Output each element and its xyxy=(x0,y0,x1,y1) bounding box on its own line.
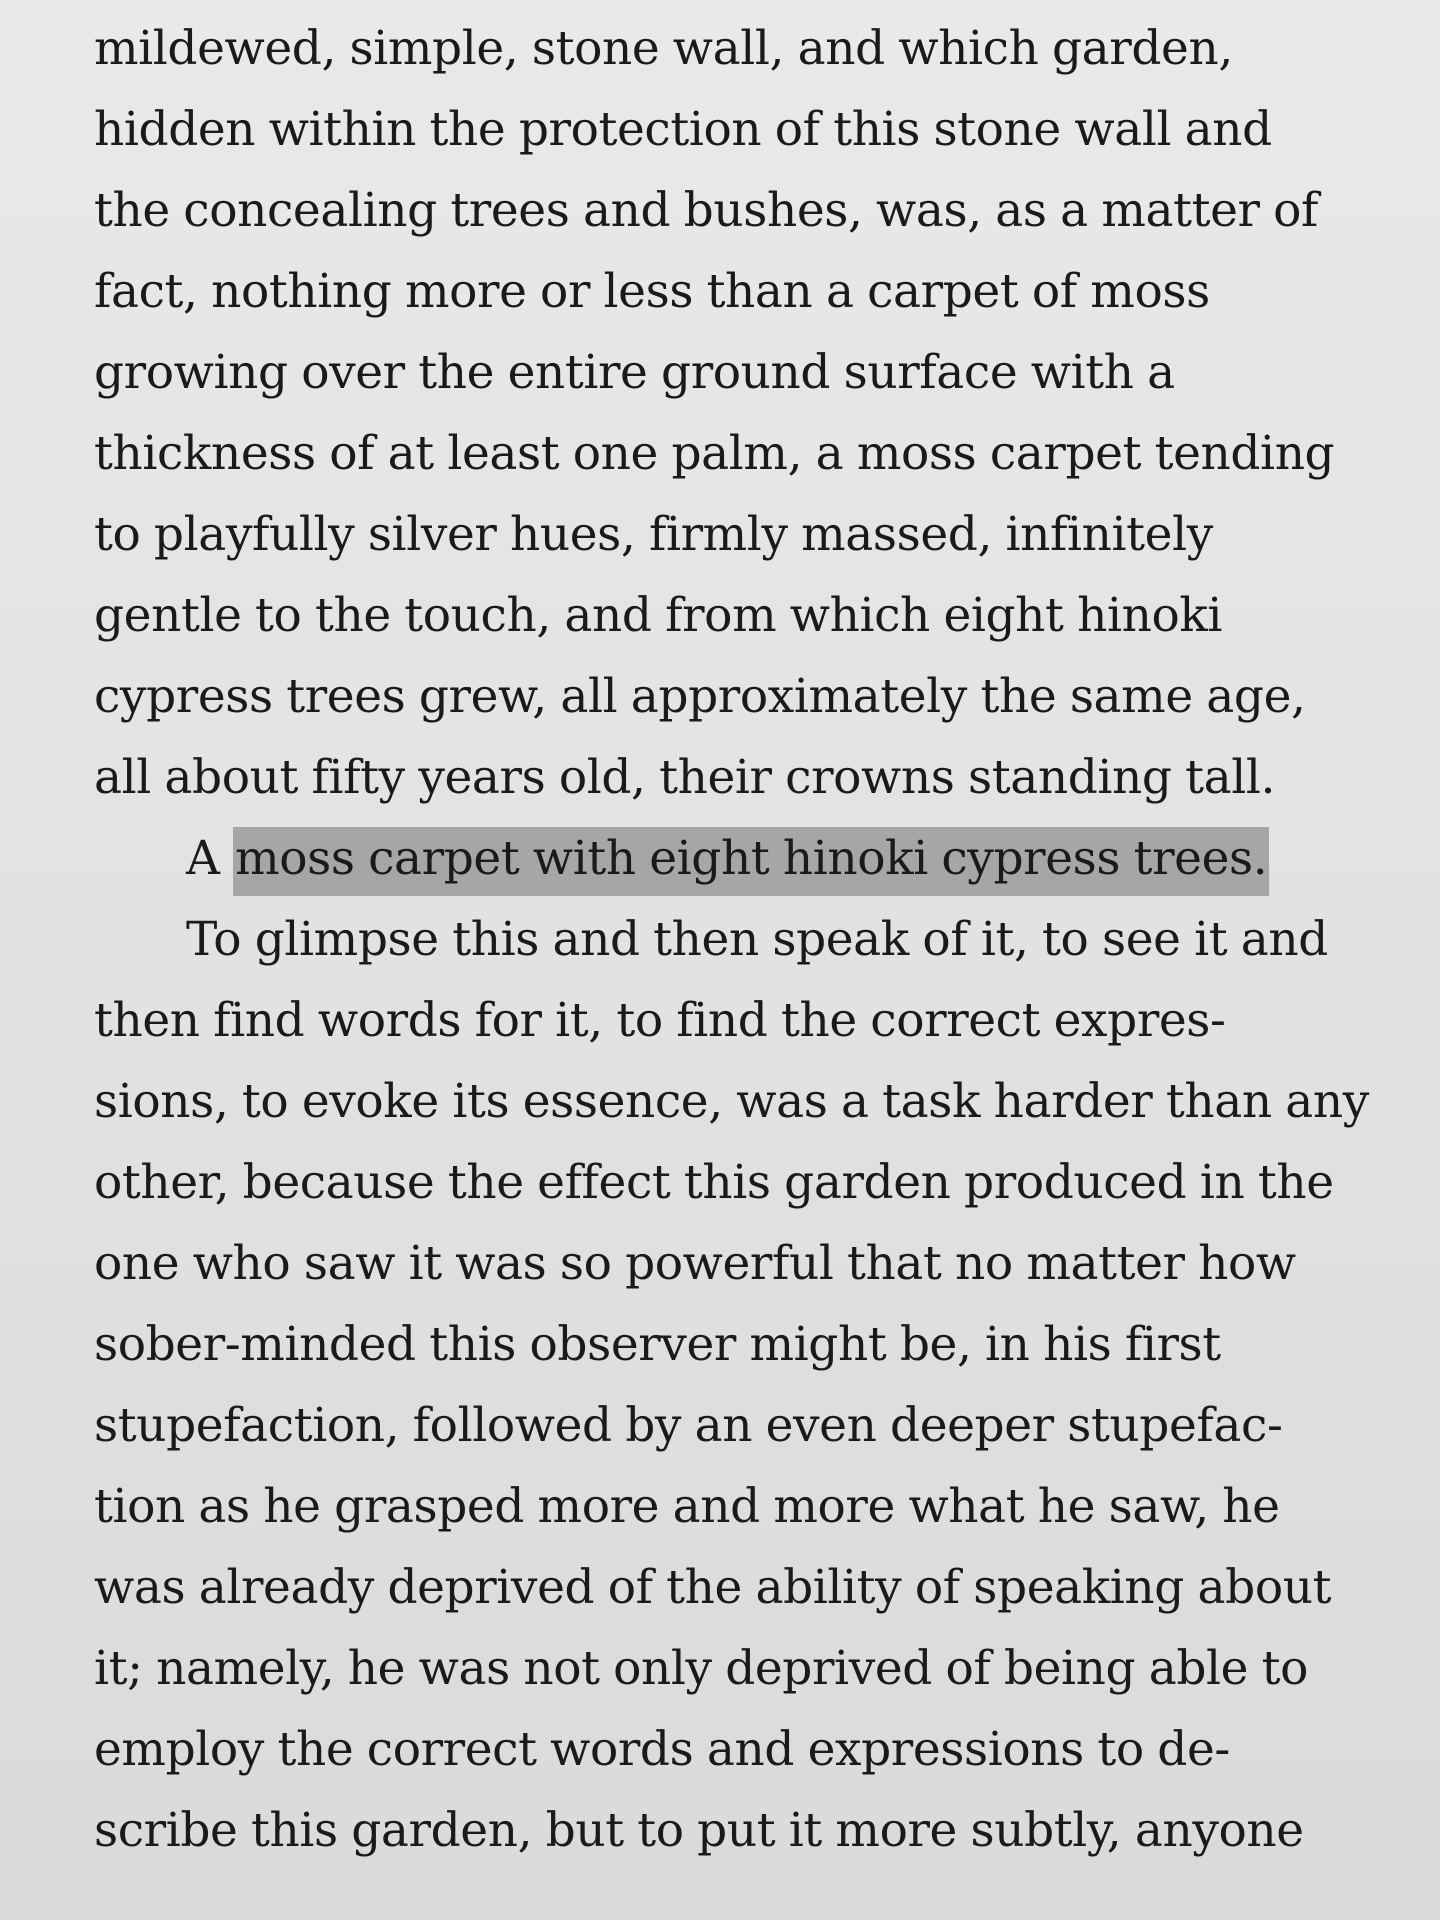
text-line-2: hidden within the protection of this stone wall and xyxy=(94,102,1272,157)
paragraph-line-4: other, because the effect this garden produced in the xyxy=(94,1155,1334,1210)
paragraph-line-12: scribe this garden, but to put it more subtly, anyone xyxy=(94,1803,1304,1858)
text-line-5: growing over the entire ground surface with a xyxy=(94,345,1175,400)
paragraph-line-1: To glimpse this and then speak of it, to see it and xyxy=(186,912,1328,967)
text-line-6: thickness of at least one palm, a moss carpet tending xyxy=(94,426,1335,481)
text-line-10: all about fifty years old, their crowns standing tall. xyxy=(94,750,1276,805)
paragraph-line-7: stupefaction, followed by an even deeper stupefac- xyxy=(94,1398,1283,1453)
text-line-3: the concealing trees and bushes, was, as a matter of xyxy=(94,183,1319,238)
paragraph-line-3: sions, to evoke its essence, was a task harder than any xyxy=(94,1074,1369,1129)
text-line-4: fact, nothing more or less than a carpet of moss xyxy=(94,264,1210,319)
highlighted-passage: moss carpet with eight hinoki cypress trees. xyxy=(233,827,1269,896)
short-paragraph-lead: A xyxy=(186,831,234,886)
text-line-9: cypress trees grew, all approximately the same age, xyxy=(94,669,1306,724)
paragraph-line-6: sober-minded this observer might be, in his first xyxy=(94,1317,1221,1372)
text-line-1: mildewed, simple, stone wall, and which garden, xyxy=(94,21,1233,76)
paragraph-line-8: tion as he grasped more and more what he saw, he xyxy=(94,1479,1280,1534)
paragraph-line-2: then find words for it, to find the correct expres- xyxy=(94,993,1226,1048)
paragraph-line-9: was already deprived of the ability of speaking about xyxy=(94,1560,1332,1615)
paragraph-line-10: it; namely, he was not only deprived of being able to xyxy=(94,1641,1309,1696)
text-line-7: to playfully silver hues, firmly massed, infinitely xyxy=(94,507,1213,562)
paragraph-line-11: employ the correct words and expressions to de- xyxy=(94,1722,1230,1777)
paragraph-line-5: one who saw it was so powerful that no matter how xyxy=(94,1236,1296,1291)
text-line-8: gentle to the touch, and from which eight hinoki xyxy=(94,588,1223,643)
short-paragraph xyxy=(186,818,1269,899)
